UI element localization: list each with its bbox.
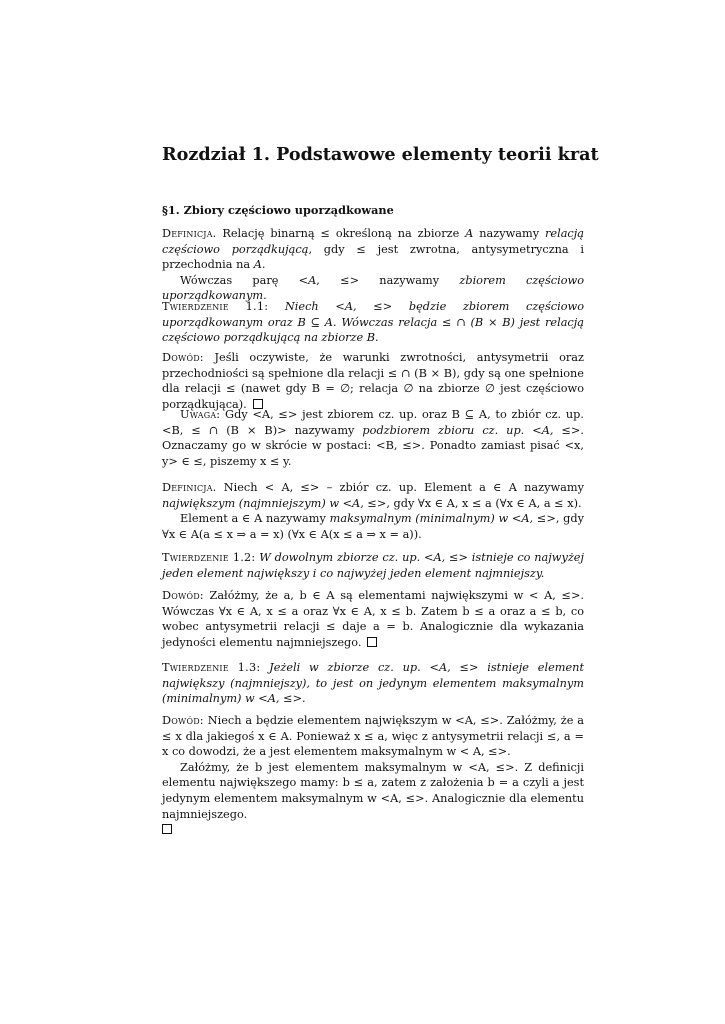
text: , gdy ≤ jest zwrotna, antysymetryczna i przechodnia na: [162, 242, 584, 272]
section-title: §1. Zbiory częściowo uporządkowane: [162, 203, 394, 217]
text: .: [263, 289, 267, 303]
proof-label: Dowód:: [162, 351, 204, 364]
text: Element a ∈ A nazywamy: [180, 512, 330, 526]
math: A: [253, 258, 262, 272]
proof-1-2: [162, 588, 584, 650]
theorem-1-1: [162, 299, 584, 346]
definition-label: Definicja.: [162, 481, 217, 494]
remark-label: Uwaga:: [180, 408, 221, 421]
text: . Oznaczamy go w skrócie w postaci: <B, ≤>. Ponadto zamiast pisać <x, y> ∈ ≤, piszemy x ≤ y.: [162, 423, 584, 468]
proof-1-3: [162, 713, 584, 838]
theorem-label: Twierdzenie 1.1:: [162, 300, 269, 313]
proof-1-1: [162, 350, 584, 412]
defined-term: relacją częściowo porządkującą: [162, 227, 584, 256]
text: , gdy ∀x ∈ A(a ≤ x ⇒ a = x) (∀x ∈ A(x ≤ a ⇒ x = a)).: [162, 512, 585, 541]
remark: [162, 407, 584, 469]
definition-partial-order: [162, 226, 584, 304]
theorem-text: Niech <A, ≤> będzie zbiorem częściowo uporządkowanym oraz B ⊆ A. Wówczas relacja ≤ ∩ (B × B) jest relacją częściowo porządkującą na zbiorze B.: [162, 300, 584, 345]
text: Wówczas parę <: [180, 273, 309, 287]
theorem-1-2: [162, 550, 584, 581]
text: nazywamy: [473, 227, 545, 240]
theorem-text: Jeżeli w zbiorze cz. up. <A, ≤> istnieje element największy (najmniejszy), to jest on jedynym elementem maksymalnym (minimalnym) w <A, ≤>.: [162, 661, 584, 706]
defined-term: podzbiorem zbioru cz. up. <A, ≤>: [362, 423, 581, 437]
defined-term: maksymalnym (minimalnym) w <A, ≤>: [329, 512, 556, 526]
qed-icon: [162, 824, 172, 834]
theorem-text: W dowolnym zbiorze cz. up. <A, ≤> istnieje co najwyżej jeden element największy i co najwyżej jeden element najmniejszy.: [162, 551, 584, 580]
text: , gdy ∀x ∈ A, x ≤ a (∀x ∈ A, a ≤ x).: [386, 496, 582, 510]
text: Relację binarną ≤ określoną na zbiorze: [216, 227, 466, 240]
proof-text: Załóżmy, że b jest elementem maksymalnym w <A, ≤>. Z definicji elementu największego mamy: b ≤ a, zatem z założenia b = a czyli a jest jedynym elementem maksymalnym w <A, ≤>. Analogicznie dla elementu najmniejszego.: [162, 760, 584, 821]
defined-term: zbiorem częściowo uporządkowanym: [162, 273, 584, 303]
theorem-1-3: [162, 660, 584, 707]
definition-greatest-element: [162, 480, 584, 542]
math: A: [308, 273, 317, 287]
proof-text: Niech a będzie elementem największym w <A, ≤>. Załóżmy, że a ≤ x dla jakiegoś x ∈ A. Ponieważ x ≤ a, więc z antysymetrii relacji ≤, a = x co dowodzi, że a jest elementem maksymalnym w < A, ≤>.: [162, 714, 584, 759]
defined-term: największym (najmniejszym) w <A, ≤>: [162, 496, 387, 510]
proof-text: Jeśli oczywiste, że warunki zwrotności, antysymetrii oraz przechodniości są spełnione dla relacji ≤ ∩ (B × B), gdy są one spełnione dla relacji ≤ (nawet gdy B = ∅; relacja ∅ na zbiorze ∅ jest częściowo porządkująca).: [162, 351, 584, 411]
proof-label: Dowód:: [162, 589, 204, 602]
math: A: [465, 227, 474, 240]
theorem-label: Twierdzenie 1.3:: [162, 661, 261, 674]
qed-icon: [367, 637, 377, 647]
theorem-label: Twierdzenie 1.2:: [162, 551, 256, 564]
definition-label: Definicja.: [162, 227, 217, 240]
text: Niech < A, ≤> – zbiór cz. up. Element a ∈ A nazywamy: [216, 481, 584, 494]
proof-text: Załóżmy, że a, b ∈ A są elementami największymi w < A, ≤>. Wówczas ∀x ∈ A, x ≤ a oraz ∀x ∈ A, x ≤ b. Zatem b ≤ a oraz a ≤ b, co wobec antysymetrii relacji ≤ daje a = b. Analogicznie dla wykazania jedyności elementu najmniejszego.: [162, 589, 584, 649]
chapter-title: Rozdział 1. Podstawowe elementy teorii krat: [162, 144, 599, 165]
text: .: [261, 258, 266, 272]
text: Gdy <A, ≤> jest zbiorem cz. up. oraz B ⊆ A, to zbiór cz. up. <B, ≤ ∩ (B × B)> nazywamy: [162, 408, 584, 437]
proof-label: Dowód:: [162, 714, 204, 727]
text: , ≤> nazywamy: [316, 273, 460, 287]
